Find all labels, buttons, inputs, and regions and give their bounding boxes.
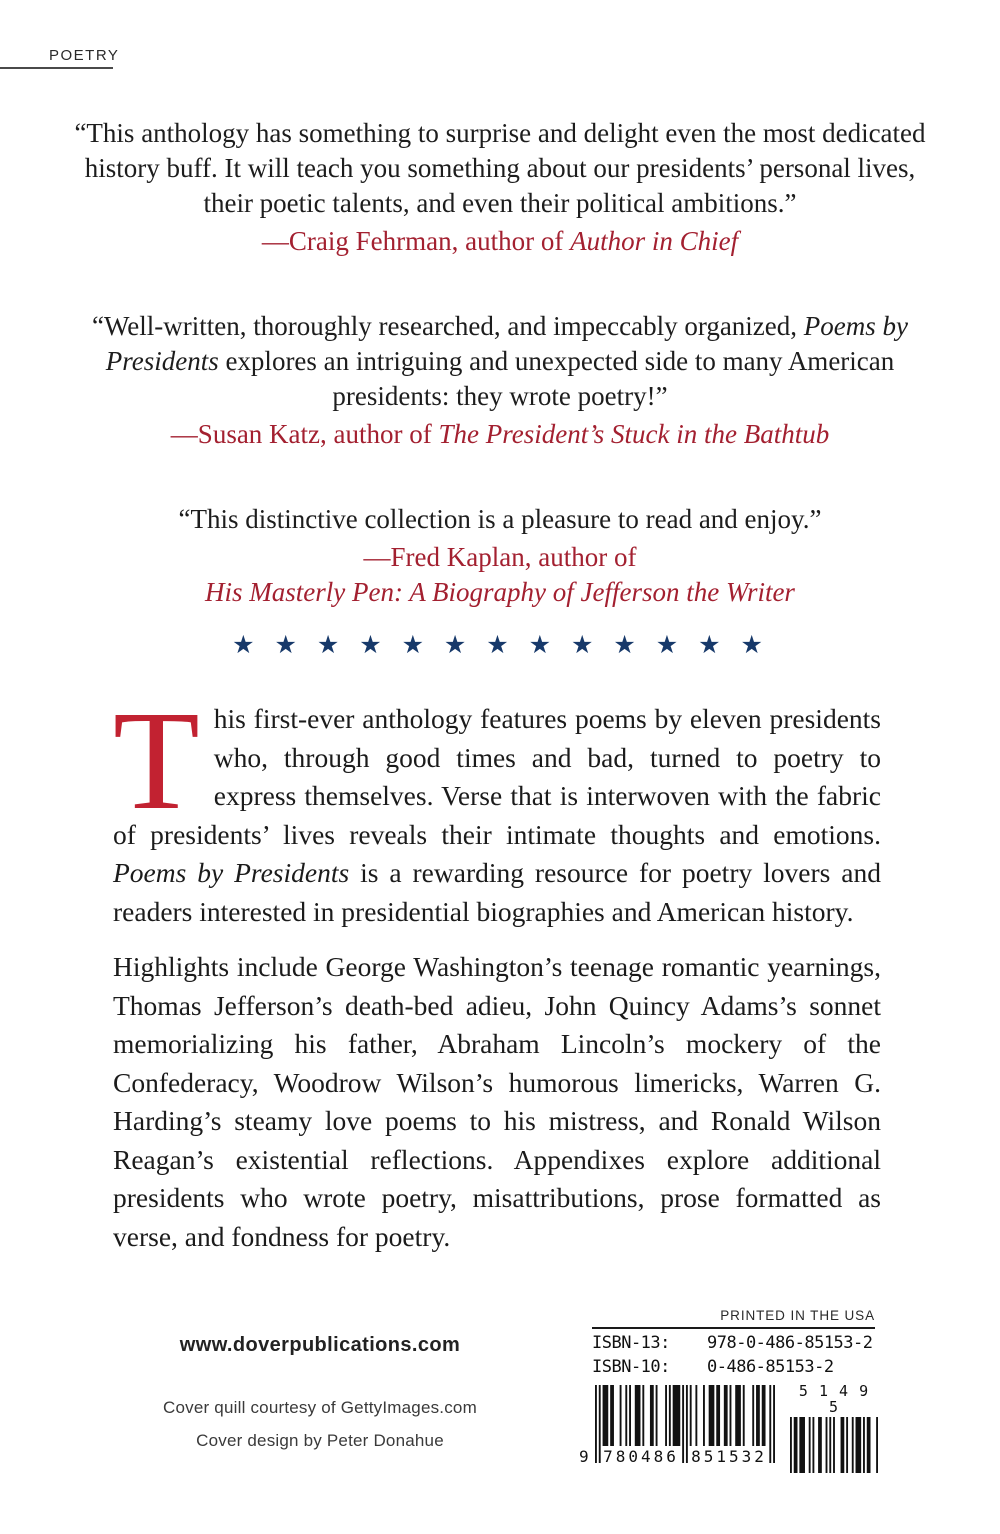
barcode-prefix-digit: 9 [579,1447,589,1466]
isbn10-label: ISBN-10: [592,1357,670,1377]
isbn-divider-rule [592,1327,875,1329]
category-rule [0,67,113,69]
isbn10-line [592,1358,875,1377]
description-paragraph-1 [113,681,881,931]
quote-book-title: Poems by Presidents [105,311,908,376]
attribution-book-title: His Masterly Pen: A Biography of Jefferson the Writer [205,577,795,607]
review-attribution [60,540,940,610]
book-title-italic: Poems by Presidents [113,857,350,888]
dropcap-letter: T [113,681,200,839]
description-paragraph-2: Highlights include George Washington’s teenage romantic yearnings, Thomas Jefferson’s death-bed adieu, John Quincy Adams’s sonnet memorializing his father, Abraham Lincoln’s mockery of the Confederacy, Woodrow Wilson’s humorous limericks, Warren G. Harding’s steamy love poems to his mistress, and Ronald Wilson Reagan’s existential reflections. Appendixes explore additional presidents who wrote poetry, misattributions, prose formatted as verse, and fondness for poetry. [113,951,881,1252]
isbn10-value: 0-486-85153-2 [707,1357,834,1377]
attribution-text: —Susan Katz, author of [170,419,439,449]
attribution-text: —Craig Fehrman, author of [261,226,571,256]
paragraph-text: is a rewarding resource for poetry lovers and readers interested in presidential biographies and American history. [113,857,881,927]
isbn13-label: ISBN-13: [592,1333,670,1353]
star-divider: ★ ★ ★ ★ ★ ★ ★ ★ ★ ★ ★ ★ ★ [232,630,768,659]
ean13-barcode [579,1385,775,1466]
isbn13-line [592,1334,875,1353]
printed-in-label: PRINTED IN THE USA [720,1308,875,1323]
barcode-digit-group-2: 851532 [691,1447,767,1466]
publisher-website: www.doverpublications.com [179,1334,461,1356]
review-attribution [60,417,940,452]
category-label: POETRY [49,47,120,64]
description [113,681,881,1256]
isbn-block [592,1308,875,1377]
review-attribution [60,224,940,259]
barcode-digit-group-1: 780486 [603,1447,679,1466]
attribution-book-title: Author in Chief [570,226,739,256]
review-blurb-3 [60,502,940,610]
review-blurb-2 [60,309,940,452]
addon-barcode-digits: 5 1 4 9 5 [798,1382,870,1416]
review-blurbs [60,116,940,660]
price-addon-barcode [790,1383,878,1473]
attribution-book-title: The President’s Stuck in the Bathtub [438,419,830,449]
review-quote: “This anthology has something to surprise and delight even the most dedicated history buff. It will teach you something about our presidents’ personal lives, their poetic talents, and even their political ambitions.” [74,118,926,218]
publisher-block [140,1334,500,1451]
quote-text: explores an intriguing and unexpected side to many American presidents: they wrote poetry!” [218,346,895,411]
quote-text: “Well-written, thoroughly researched, and impeccably organized, [91,311,804,341]
cover-photo-credit: Cover quill courtesy of GettyImages.com [163,1398,477,1417]
cover-design-credit: Cover design by Peter Donahue [196,1431,444,1450]
review-blurb-1 [60,116,940,259]
isbn13-value: 978-0-486-85153-2 [707,1333,873,1353]
attribution-text: —Fred Kaplan, author of [363,542,637,572]
paragraph-text: his first-ever anthology features poems by eleven presidents who, through good times and bad, turned to poetry to express themselves. Verse that is interwoven with the fabric of presidents’ lives reveals their intimate thoughts and emotions. [113,703,881,850]
addon-barcode-bars [790,1417,878,1473]
ean13-barcode-digits [579,1447,775,1466]
review-quote: “This distinctive collection is a pleasure to read and enjoy.” [178,504,822,534]
review-quote [60,309,940,414]
